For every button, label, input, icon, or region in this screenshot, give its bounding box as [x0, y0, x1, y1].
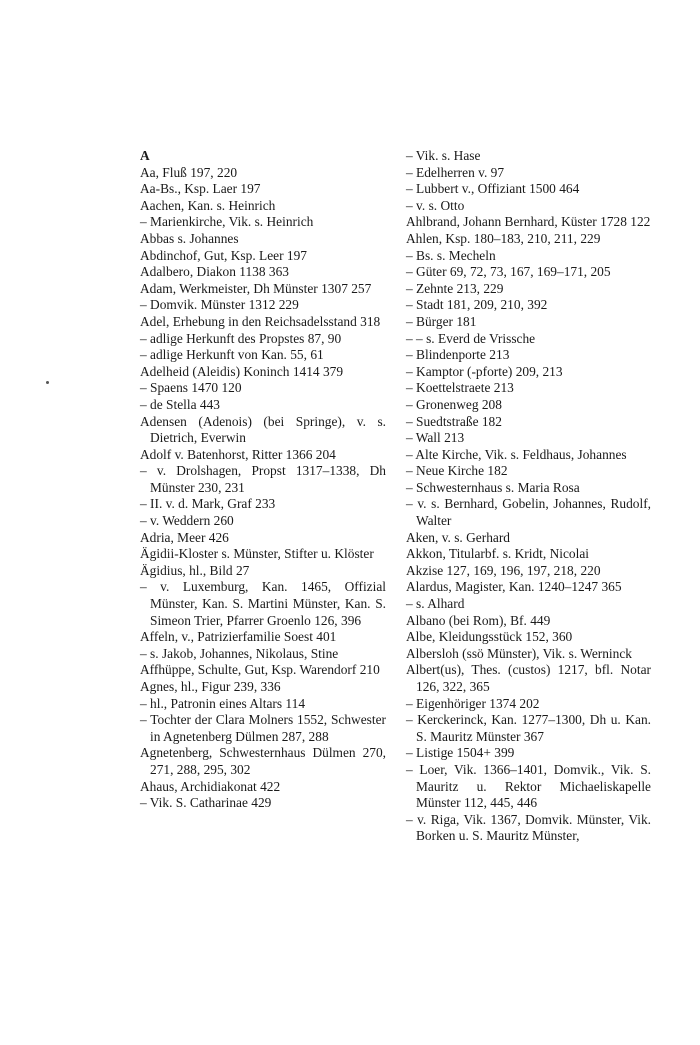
index-entry: – Neue Kirche 182 [406, 463, 508, 479]
index-entry: Ahaus, Archidiakonat 422 [140, 778, 281, 794]
index-entry: – II. v. d. Mark, Graf 233 [140, 496, 276, 512]
index-entry: – Vik. S. Catharinae 429 [140, 795, 272, 811]
index-entry: – Listige 1504+ 399 [406, 745, 515, 761]
index-entry: Alardus, Magister, Kan. 1240–1247 365 [406, 579, 622, 595]
index-entry: Ägidii-Kloster s. Münster, Stifter u. Klöster [140, 546, 374, 562]
index-column-right [406, 148, 651, 845]
index-entry: – Gronenweg 208 [406, 396, 502, 412]
index-entry: – s. Jakob, Johannes, Nikolaus, Stine [140, 645, 339, 661]
index-entry: – Edelherren v. 97 [406, 164, 505, 180]
index-entry: Adel, Erhebung in den Reichsadelsstand 318 [140, 313, 381, 329]
index-entry: Albe, Kleidungsstück 152, 360 [406, 629, 573, 645]
index-entry: Akkon, Titularbf. s. Kridt, Nicolai [406, 546, 590, 562]
index-entry: Agnetenberg, Schwesternhaus Dülmen 270, 271, 288, 295, 302 [140, 745, 386, 777]
index-entry: – – s. Everd de Vrissche [406, 330, 536, 346]
index-entry: Ägidius, hl., Bild 27 [140, 562, 250, 578]
index-entry: – Zehnte 213, 229 [406, 280, 504, 296]
index-entry: – Bs. s. Mecheln [406, 247, 496, 263]
index-entry: – Wall 213 [406, 430, 465, 446]
index-entry: Adalbero, Diakon 1138 363 [140, 264, 290, 280]
index-entry: – Tochter der Clara Molners 1552, Schwester in Agnetenberg Dülmen 287, 288 [140, 712, 386, 744]
index-column-left [140, 148, 386, 812]
index-entry: – v. Weddern 260 [140, 513, 234, 529]
index-entry: – hl., Patronin eines Altars 114 [140, 695, 306, 711]
index-entry: – Lubbert v., Offiziant 1500 464 [406, 181, 580, 197]
index-entry: Albersloh (ssö Münster), Vik. s. Werninck [406, 645, 632, 661]
index-entry: – Stadt 181, 209, 210, 392 [406, 297, 548, 313]
index-entry: – v. s. Otto [406, 197, 465, 213]
index-entry: Agnes, hl., Figur 239, 336 [140, 679, 281, 694]
index-entry: – Schwesternhaus s. Maria Rosa [406, 479, 580, 495]
index-entry: – Güter 69, 72, 73, 167, 169–171, 205 [406, 264, 611, 280]
index-entry: Adelheid (Aleidis) Koninch 1414 379 [140, 363, 344, 379]
index-entry: – adlige Herkunft von Kan. 55, 61 [140, 347, 324, 363]
index-entry: Aken, v. s. Gerhard [406, 529, 510, 545]
index-entry: Abdinchof, Gut, Ksp. Leer 197 [140, 247, 307, 263]
index-entry: Affeln, v., Patrizierfamilie Soest 401 [140, 629, 337, 645]
index-entry: Adam, Werkmeister, Dh Münster 1307 257 [140, 280, 372, 296]
index-entry: Ahlbrand, Johann Bernhard, Küster 1728 122 [406, 214, 651, 230]
index-entry: Aa, Fluß 197, 220 [140, 164, 238, 180]
index-entry: – Kamptor (-pforte) 209, 213 [406, 363, 563, 379]
index-entry: – Suedtstraße 182 [406, 413, 502, 429]
index-entry: – v. Luxemburg, Kan. 1465, Offizial Münster, Kan. S. Martini Münster, Kan. S. Simeon Trier, Pfarrer Groenlo 126, 396 [140, 579, 386, 628]
index-entry: – Marienkirche, Vik. s. Heinrich [140, 214, 314, 230]
index-entry: – Koettelstraete 213 [406, 380, 514, 396]
index-entry: Abbas s. Johannes [140, 230, 239, 246]
index-entry: – Blindenporte 213 [406, 347, 510, 363]
index-entry: – v. Drolshagen, Propst 1317–1338, Dh Münster 230, 231 [140, 463, 386, 495]
index-entry: Albano (bei Rom), Bf. 449 [406, 612, 551, 628]
index-entry: Adensen (Adenois) (bei Springe), v. s. Dietrich, Everwin [140, 413, 386, 446]
index-entry: – v. Riga, Vik. 1367, Domvik. Münster, Vik. Borken u. S. Mauritz Münster, [406, 811, 651, 844]
index-entry: – s. Alhard [406, 596, 465, 612]
index-entry: Aachen, Kan. s. Heinrich [140, 197, 276, 213]
index-entry: – v. s. Bernhard, Gobelin, Johannes, Rudolf, Walter [406, 496, 651, 529]
index-entry: Adolf v. Batenhorst, Ritter 1366 204 [140, 446, 336, 462]
index-entry: – Alte Kirche, Vik. s. Feldhaus, Johannes [406, 446, 627, 462]
index-entry: – de Stella 443 [140, 396, 220, 412]
index-entry: – Domvik. Münster 1312 229 [140, 297, 299, 313]
index-entry: – Spaens 1470 120 [140, 380, 242, 396]
margin-dot [46, 381, 49, 384]
index-entry: Ahlen, Ksp. 180–183, 210, 211, 229 [406, 230, 601, 246]
index-entry: – Loer, Vik. 1366–1401, Domvik., Vik. S. Mauritz u. Rektor Michaeliskapelle Münster 112, 445, 446 [406, 761, 651, 811]
index-entry: Adria, Meer 426 [140, 529, 229, 545]
index-entry: Albert(us), Thes. (custos) 1217, bfl. Notar 126, 322, 365 [406, 662, 651, 694]
index-entry: – Eigenhöriger 1374 202 [406, 695, 540, 711]
index-entry: – Bürger 181 [406, 313, 477, 329]
index-entry: Akzise 127, 169, 196, 197, 218, 220 [406, 562, 601, 578]
index-entry: Aa-Bs., Ksp. Laer 197 [140, 181, 261, 197]
index-entry: – Kerckerinck, Kan. 1277–1300, Dh u. Kan. S. Mauritz Münster 367 [406, 712, 651, 744]
section-letter: A [140, 148, 150, 163]
index-entry: – adlige Herkunft des Propstes 87, 90 [140, 330, 342, 346]
index-entry: Affhüppe, Schulte, Gut, Ksp. Warendorf 210 [140, 662, 380, 678]
index-entry: – Vik. s. Hase [406, 148, 481, 163]
